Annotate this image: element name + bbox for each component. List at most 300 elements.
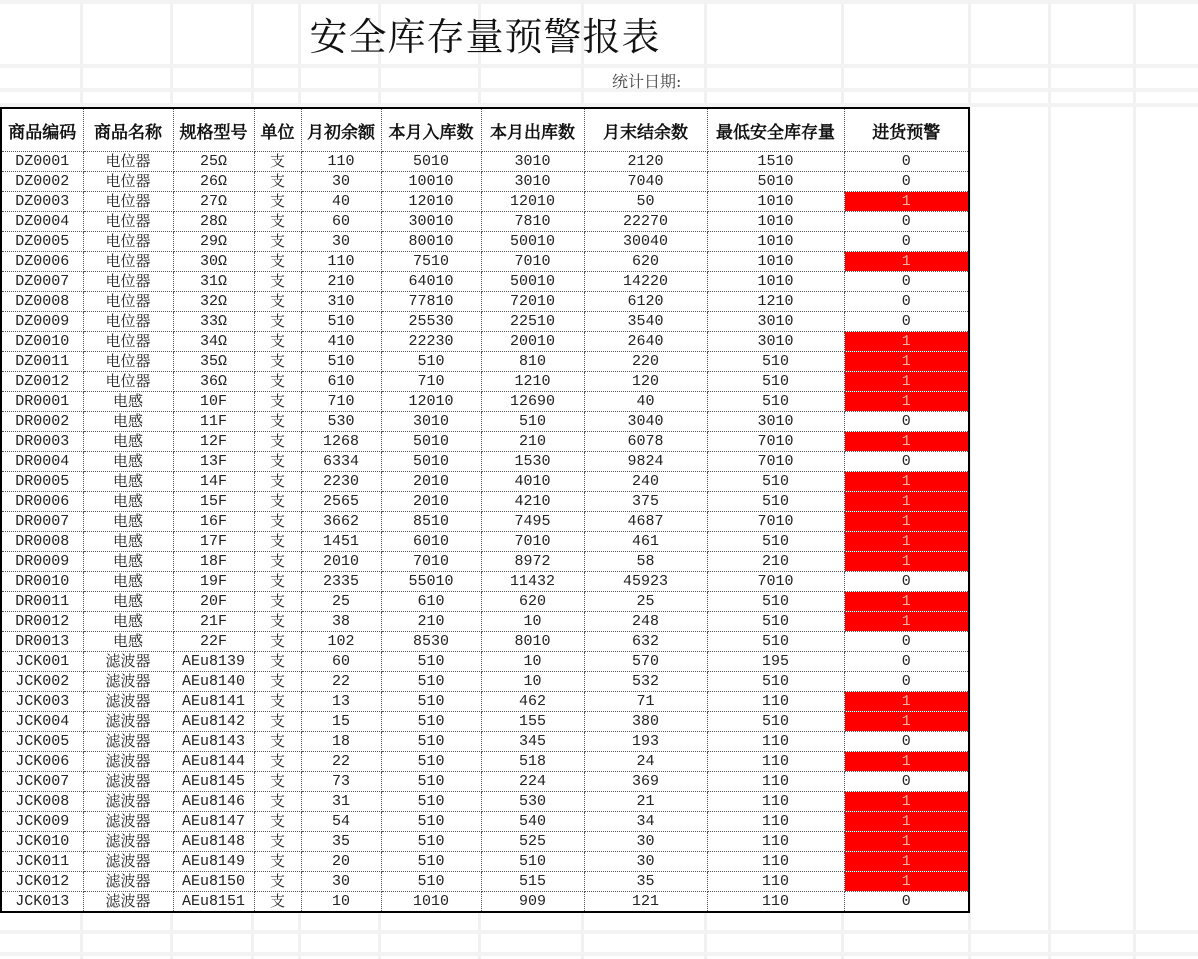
cell-alert[interactable]: 1 (844, 392, 969, 412)
cell-min-safe[interactable]: 3010 (707, 412, 844, 432)
cell-code[interactable]: JCK003 (1, 692, 83, 712)
cell-name[interactable]: 电位器 (83, 172, 173, 192)
cell-unit[interactable]: 支 (254, 212, 301, 232)
cell-min-safe[interactable]: 110 (707, 832, 844, 852)
cell-alert[interactable]: 0 (844, 232, 969, 252)
cell-closing[interactable]: 35 (584, 872, 707, 892)
cell-name[interactable]: 电感 (83, 512, 173, 532)
cell-min-safe[interactable]: 1210 (707, 292, 844, 312)
cell-inbound[interactable]: 510 (381, 652, 481, 672)
cell-opening[interactable]: 13 (301, 692, 381, 712)
header-outbound[interactable]: 本月出库数 (481, 108, 584, 152)
cell-alert[interactable]: 0 (844, 652, 969, 672)
cell-outbound[interactable]: 4010 (481, 472, 584, 492)
cell-min-safe[interactable]: 510 (707, 592, 844, 612)
cell-min-safe[interactable]: 1010 (707, 272, 844, 292)
cell-closing[interactable]: 7040 (584, 172, 707, 192)
cell-closing[interactable]: 21 (584, 792, 707, 812)
cell-unit[interactable]: 支 (254, 452, 301, 472)
cell-opening[interactable]: 25 (301, 592, 381, 612)
cell-outbound[interactable]: 525 (481, 832, 584, 852)
cell-opening[interactable]: 3662 (301, 512, 381, 532)
cell-closing[interactable]: 6120 (584, 292, 707, 312)
cell-min-safe[interactable]: 110 (707, 792, 844, 812)
cell-min-safe[interactable]: 510 (707, 492, 844, 512)
cell-unit[interactable]: 支 (254, 552, 301, 572)
cell-min-safe[interactable]: 1010 (707, 232, 844, 252)
cell-alert[interactable]: 0 (844, 172, 969, 192)
cell-spec[interactable]: 30Ω (173, 252, 254, 272)
cell-spec[interactable]: 29Ω (173, 232, 254, 252)
cell-inbound[interactable]: 77810 (381, 292, 481, 312)
cell-outbound[interactable]: 210 (481, 432, 584, 452)
cell-unit[interactable]: 支 (254, 872, 301, 892)
cell-min-safe[interactable]: 510 (707, 352, 844, 372)
cell-spec[interactable]: 15F (173, 492, 254, 512)
cell-name[interactable]: 滤波器 (83, 852, 173, 872)
cell-spec[interactable]: AEu8142 (173, 712, 254, 732)
cell-alert[interactable]: 0 (844, 632, 969, 652)
cell-name[interactable]: 电位器 (83, 312, 173, 332)
cell-outbound[interactable]: 515 (481, 872, 584, 892)
cell-unit[interactable]: 支 (254, 592, 301, 612)
cell-min-safe[interactable]: 110 (707, 852, 844, 872)
cell-closing[interactable]: 248 (584, 612, 707, 632)
cell-name[interactable]: 滤波器 (83, 792, 173, 812)
cell-outbound[interactable]: 4210 (481, 492, 584, 512)
header-opening[interactable]: 月初余额 (301, 108, 381, 152)
cell-min-safe[interactable]: 7010 (707, 432, 844, 452)
cell-outbound[interactable]: 3010 (481, 172, 584, 192)
cell-unit[interactable]: 支 (254, 252, 301, 272)
cell-unit[interactable]: 支 (254, 272, 301, 292)
cell-unit[interactable]: 支 (254, 492, 301, 512)
header-code[interactable]: 商品编码 (1, 108, 83, 152)
cell-opening[interactable]: 60 (301, 212, 381, 232)
cell-code[interactable]: DR0007 (1, 512, 83, 532)
cell-min-safe[interactable]: 1010 (707, 192, 844, 212)
cell-unit[interactable]: 支 (254, 472, 301, 492)
cell-spec[interactable]: 19F (173, 572, 254, 592)
cell-alert[interactable]: 1 (844, 792, 969, 812)
cell-code[interactable]: DR0012 (1, 612, 83, 632)
cell-name[interactable]: 电位器 (83, 272, 173, 292)
cell-min-safe[interactable]: 1510 (707, 152, 844, 172)
cell-spec[interactable]: 36Ω (173, 372, 254, 392)
cell-alert[interactable]: 0 (844, 152, 969, 172)
cell-unit[interactable]: 支 (254, 152, 301, 172)
cell-code[interactable]: DR0013 (1, 632, 83, 652)
cell-closing[interactable]: 40 (584, 392, 707, 412)
cell-code[interactable]: DZ0008 (1, 292, 83, 312)
cell-name[interactable]: 电位器 (83, 292, 173, 312)
cell-unit[interactable]: 支 (254, 792, 301, 812)
cell-spec[interactable]: 35Ω (173, 352, 254, 372)
cell-opening[interactable]: 54 (301, 812, 381, 832)
cell-code[interactable]: JCK005 (1, 732, 83, 752)
cell-opening[interactable]: 2230 (301, 472, 381, 492)
cell-spec[interactable]: 18F (173, 552, 254, 572)
cell-spec[interactable]: AEu8139 (173, 652, 254, 672)
cell-inbound[interactable]: 510 (381, 872, 481, 892)
cell-spec[interactable]: 12F (173, 432, 254, 452)
cell-inbound[interactable]: 55010 (381, 572, 481, 592)
cell-closing[interactable]: 193 (584, 732, 707, 752)
cell-outbound[interactable]: 7495 (481, 512, 584, 532)
cell-opening[interactable]: 310 (301, 292, 381, 312)
cell-spec[interactable]: AEu8149 (173, 852, 254, 872)
cell-outbound[interactable]: 7010 (481, 252, 584, 272)
header-name[interactable]: 商品名称 (83, 108, 173, 152)
cell-spec[interactable]: 25Ω (173, 152, 254, 172)
cell-inbound[interactable]: 510 (381, 732, 481, 752)
cell-inbound[interactable]: 510 (381, 692, 481, 712)
cell-code[interactable]: JCK010 (1, 832, 83, 852)
cell-inbound[interactable]: 5010 (381, 432, 481, 452)
cell-inbound[interactable]: 510 (381, 672, 481, 692)
cell-alert[interactable]: 1 (844, 692, 969, 712)
cell-closing[interactable]: 2120 (584, 152, 707, 172)
cell-outbound[interactable]: 620 (481, 592, 584, 612)
cell-inbound[interactable]: 2010 (381, 472, 481, 492)
header-unit[interactable]: 单位 (254, 108, 301, 152)
cell-alert[interactable]: 1 (844, 532, 969, 552)
cell-name[interactable]: 电感 (83, 392, 173, 412)
cell-opening[interactable]: 710 (301, 392, 381, 412)
cell-closing[interactable]: 570 (584, 652, 707, 672)
cell-name[interactable]: 电感 (83, 632, 173, 652)
cell-inbound[interactable]: 710 (381, 372, 481, 392)
cell-inbound[interactable]: 510 (381, 712, 481, 732)
cell-min-safe[interactable]: 1010 (707, 212, 844, 232)
cell-opening[interactable]: 30 (301, 172, 381, 192)
cell-spec[interactable]: 21F (173, 612, 254, 632)
cell-opening[interactable]: 30 (301, 872, 381, 892)
cell-unit[interactable]: 支 (254, 752, 301, 772)
cell-closing[interactable]: 120 (584, 372, 707, 392)
cell-code[interactable]: JCK011 (1, 852, 83, 872)
cell-opening[interactable]: 6334 (301, 452, 381, 472)
cell-code[interactable]: DR0001 (1, 392, 83, 412)
cell-min-safe[interactable]: 110 (707, 892, 844, 913)
cell-name[interactable]: 电位器 (83, 252, 173, 272)
cell-spec[interactable]: 27Ω (173, 192, 254, 212)
cell-code[interactable]: DR0010 (1, 572, 83, 592)
cell-inbound[interactable]: 5010 (381, 152, 481, 172)
cell-closing[interactable]: 25 (584, 592, 707, 612)
cell-alert[interactable]: 0 (844, 772, 969, 792)
cell-alert[interactable]: 0 (844, 572, 969, 592)
cell-code[interactable]: DR0011 (1, 592, 83, 612)
cell-alert[interactable]: 1 (844, 252, 969, 272)
cell-opening[interactable]: 2010 (301, 552, 381, 572)
cell-spec[interactable]: 16F (173, 512, 254, 532)
cell-unit[interactable]: 支 (254, 732, 301, 752)
cell-min-safe[interactable]: 5010 (707, 172, 844, 192)
cell-closing[interactable]: 30040 (584, 232, 707, 252)
cell-spec[interactable]: 31Ω (173, 272, 254, 292)
cell-inbound[interactable]: 210 (381, 612, 481, 632)
cell-outbound[interactable]: 8010 (481, 632, 584, 652)
cell-unit[interactable]: 支 (254, 232, 301, 252)
cell-opening[interactable]: 1268 (301, 432, 381, 452)
cell-outbound[interactable]: 518 (481, 752, 584, 772)
cell-opening[interactable]: 73 (301, 772, 381, 792)
cell-alert[interactable]: 0 (844, 272, 969, 292)
cell-min-safe[interactable]: 510 (707, 632, 844, 652)
cell-unit[interactable]: 支 (254, 172, 301, 192)
cell-name[interactable]: 电位器 (83, 332, 173, 352)
cell-opening[interactable]: 40 (301, 192, 381, 212)
cell-closing[interactable]: 30 (584, 852, 707, 872)
cell-outbound[interactable]: 1530 (481, 452, 584, 472)
cell-inbound[interactable]: 8530 (381, 632, 481, 652)
cell-outbound[interactable]: 155 (481, 712, 584, 732)
cell-alert[interactable]: 1 (844, 752, 969, 772)
cell-unit[interactable]: 支 (254, 292, 301, 312)
cell-name[interactable]: 电位器 (83, 372, 173, 392)
cell-closing[interactable]: 6078 (584, 432, 707, 452)
cell-name[interactable]: 电感 (83, 472, 173, 492)
cell-opening[interactable]: 2335 (301, 572, 381, 592)
cell-name[interactable]: 滤波器 (83, 692, 173, 712)
cell-opening[interactable]: 110 (301, 152, 381, 172)
cell-unit[interactable]: 支 (254, 532, 301, 552)
cell-alert[interactable]: 1 (844, 712, 969, 732)
cell-inbound[interactable]: 510 (381, 812, 481, 832)
cell-closing[interactable]: 240 (584, 472, 707, 492)
cell-name[interactable]: 电感 (83, 612, 173, 632)
cell-code[interactable]: JCK004 (1, 712, 83, 732)
cell-closing[interactable]: 45923 (584, 572, 707, 592)
cell-spec[interactable]: AEu8150 (173, 872, 254, 892)
cell-code[interactable]: DR0002 (1, 412, 83, 432)
cell-code[interactable]: JCK002 (1, 672, 83, 692)
cell-name[interactable]: 电位器 (83, 232, 173, 252)
cell-spec[interactable]: 11F (173, 412, 254, 432)
cell-inbound[interactable]: 510 (381, 852, 481, 872)
cell-inbound[interactable]: 80010 (381, 232, 481, 252)
cell-name[interactable]: 电感 (83, 432, 173, 452)
cell-outbound[interactable]: 540 (481, 812, 584, 832)
cell-min-safe[interactable]: 7010 (707, 452, 844, 472)
cell-min-safe[interactable]: 1010 (707, 252, 844, 272)
cell-min-safe[interactable]: 510 (707, 392, 844, 412)
cell-inbound[interactable]: 510 (381, 832, 481, 852)
cell-unit[interactable]: 支 (254, 512, 301, 532)
cell-outbound[interactable]: 909 (481, 892, 584, 913)
cell-outbound[interactable]: 345 (481, 732, 584, 752)
cell-inbound[interactable]: 12010 (381, 192, 481, 212)
cell-name[interactable]: 滤波器 (83, 832, 173, 852)
cell-unit[interactable]: 支 (254, 312, 301, 332)
cell-opening[interactable]: 22 (301, 672, 381, 692)
cell-closing[interactable]: 375 (584, 492, 707, 512)
cell-name[interactable]: 滤波器 (83, 812, 173, 832)
cell-alert[interactable]: 1 (844, 372, 969, 392)
cell-min-safe[interactable]: 210 (707, 552, 844, 572)
cell-opening[interactable]: 60 (301, 652, 381, 672)
cell-closing[interactable]: 632 (584, 632, 707, 652)
cell-code[interactable]: DZ0004 (1, 212, 83, 232)
cell-unit[interactable]: 支 (254, 632, 301, 652)
cell-alert[interactable]: 0 (844, 312, 969, 332)
cell-min-safe[interactable]: 510 (707, 532, 844, 552)
cell-closing[interactable]: 3040 (584, 412, 707, 432)
cell-spec[interactable]: 17F (173, 532, 254, 552)
cell-spec[interactable]: AEu8147 (173, 812, 254, 832)
cell-name[interactable]: 电感 (83, 452, 173, 472)
cell-closing[interactable]: 30 (584, 832, 707, 852)
cell-unit[interactable]: 支 (254, 692, 301, 712)
cell-closing[interactable]: 620 (584, 252, 707, 272)
cell-name[interactable]: 滤波器 (83, 772, 173, 792)
cell-opening[interactable]: 2565 (301, 492, 381, 512)
cell-name[interactable]: 电感 (83, 412, 173, 432)
cell-alert[interactable]: 0 (844, 892, 969, 913)
cell-closing[interactable]: 121 (584, 892, 707, 913)
cell-spec[interactable]: 14F (173, 472, 254, 492)
cell-spec[interactable]: 26Ω (173, 172, 254, 192)
cell-opening[interactable]: 510 (301, 352, 381, 372)
cell-alert[interactable]: 0 (844, 212, 969, 232)
cell-unit[interactable]: 支 (254, 712, 301, 732)
cell-code[interactable]: DZ0005 (1, 232, 83, 252)
cell-outbound[interactable]: 50010 (481, 232, 584, 252)
cell-unit[interactable]: 支 (254, 412, 301, 432)
cell-inbound[interactable]: 30010 (381, 212, 481, 232)
cell-unit[interactable]: 支 (254, 772, 301, 792)
cell-code[interactable]: DR0004 (1, 452, 83, 472)
cell-unit[interactable]: 支 (254, 352, 301, 372)
header-closing[interactable]: 月末结余数 (584, 108, 707, 152)
cell-opening[interactable]: 10 (301, 892, 381, 913)
cell-outbound[interactable]: 10 (481, 652, 584, 672)
cell-name[interactable]: 滤波器 (83, 732, 173, 752)
cell-code[interactable]: DZ0006 (1, 252, 83, 272)
cell-closing[interactable]: 14220 (584, 272, 707, 292)
cell-outbound[interactable]: 462 (481, 692, 584, 712)
cell-alert[interactable]: 0 (844, 292, 969, 312)
cell-code[interactable]: DZ0002 (1, 172, 83, 192)
cell-code[interactable]: DR0009 (1, 552, 83, 572)
cell-outbound[interactable]: 1210 (481, 372, 584, 392)
cell-name[interactable]: 电位器 (83, 212, 173, 232)
cell-name[interactable]: 滤波器 (83, 892, 173, 913)
cell-code[interactable]: DR0008 (1, 532, 83, 552)
cell-alert[interactable]: 1 (844, 492, 969, 512)
header-inbound[interactable]: 本月入库数 (381, 108, 481, 152)
cell-spec[interactable]: AEu8140 (173, 672, 254, 692)
cell-spec[interactable]: 32Ω (173, 292, 254, 312)
cell-inbound[interactable]: 510 (381, 752, 481, 772)
cell-inbound[interactable]: 3010 (381, 412, 481, 432)
cell-alert[interactable]: 1 (844, 872, 969, 892)
cell-code[interactable]: DZ0007 (1, 272, 83, 292)
cell-alert[interactable]: 1 (844, 552, 969, 572)
cell-closing[interactable]: 71 (584, 692, 707, 712)
cell-spec[interactable]: AEu8148 (173, 832, 254, 852)
cell-alert[interactable]: 1 (844, 832, 969, 852)
cell-name[interactable]: 电感 (83, 492, 173, 512)
cell-closing[interactable]: 58 (584, 552, 707, 572)
cell-min-safe[interactable]: 510 (707, 712, 844, 732)
cell-min-safe[interactable]: 510 (707, 612, 844, 632)
cell-outbound[interactable]: 22510 (481, 312, 584, 332)
cell-name[interactable]: 电位器 (83, 152, 173, 172)
cell-inbound[interactable]: 510 (381, 352, 481, 372)
cell-name[interactable]: 电感 (83, 552, 173, 572)
cell-min-safe[interactable]: 7010 (707, 512, 844, 532)
cell-inbound[interactable]: 64010 (381, 272, 481, 292)
cell-alert[interactable]: 1 (844, 472, 969, 492)
cell-inbound[interactable]: 12010 (381, 392, 481, 412)
cell-alert[interactable]: 0 (844, 732, 969, 752)
cell-unit[interactable]: 支 (254, 852, 301, 872)
cell-min-safe[interactable]: 195 (707, 652, 844, 672)
cell-closing[interactable]: 3540 (584, 312, 707, 332)
cell-opening[interactable]: 510 (301, 312, 381, 332)
cell-opening[interactable]: 18 (301, 732, 381, 752)
cell-outbound[interactable]: 10 (481, 672, 584, 692)
cell-opening[interactable]: 102 (301, 632, 381, 652)
cell-inbound[interactable]: 510 (381, 792, 481, 812)
cell-min-safe[interactable]: 110 (707, 872, 844, 892)
cell-outbound[interactable]: 510 (481, 412, 584, 432)
cell-code[interactable]: JCK008 (1, 792, 83, 812)
cell-alert[interactable]: 1 (844, 352, 969, 372)
cell-spec[interactable]: 34Ω (173, 332, 254, 352)
cell-unit[interactable]: 支 (254, 392, 301, 412)
cell-closing[interactable]: 461 (584, 532, 707, 552)
cell-opening[interactable]: 110 (301, 252, 381, 272)
cell-outbound[interactable]: 11432 (481, 572, 584, 592)
cell-closing[interactable]: 24 (584, 752, 707, 772)
cell-min-safe[interactable]: 510 (707, 672, 844, 692)
cell-code[interactable]: DZ0003 (1, 192, 83, 212)
cell-opening[interactable]: 210 (301, 272, 381, 292)
cell-min-safe[interactable]: 510 (707, 472, 844, 492)
cell-unit[interactable]: 支 (254, 572, 301, 592)
cell-inbound[interactable]: 25530 (381, 312, 481, 332)
cell-code[interactable]: DZ0001 (1, 152, 83, 172)
cell-name[interactable]: 滤波器 (83, 652, 173, 672)
cell-spec[interactable]: AEu8145 (173, 772, 254, 792)
cell-inbound[interactable]: 6010 (381, 532, 481, 552)
cell-name[interactable]: 滤波器 (83, 712, 173, 732)
cell-opening[interactable]: 22 (301, 752, 381, 772)
cell-spec[interactable]: AEu8151 (173, 892, 254, 913)
cell-alert[interactable]: 1 (844, 592, 969, 612)
cell-min-safe[interactable]: 110 (707, 692, 844, 712)
cell-min-safe[interactable]: 110 (707, 752, 844, 772)
cell-alert[interactable]: 1 (844, 612, 969, 632)
cell-alert[interactable]: 1 (844, 512, 969, 532)
cell-min-safe[interactable]: 110 (707, 812, 844, 832)
cell-opening[interactable]: 610 (301, 372, 381, 392)
cell-closing[interactable]: 369 (584, 772, 707, 792)
cell-code[interactable]: JCK009 (1, 812, 83, 832)
cell-closing[interactable]: 2640 (584, 332, 707, 352)
header-min-safe[interactable]: 最低安全库存量 (707, 108, 844, 152)
cell-closing[interactable]: 532 (584, 672, 707, 692)
cell-spec[interactable]: AEu8146 (173, 792, 254, 812)
cell-code[interactable]: DR0006 (1, 492, 83, 512)
cell-inbound[interactable]: 610 (381, 592, 481, 612)
cell-alert[interactable]: 0 (844, 412, 969, 432)
cell-closing[interactable]: 220 (584, 352, 707, 372)
cell-outbound[interactable]: 3010 (481, 152, 584, 172)
